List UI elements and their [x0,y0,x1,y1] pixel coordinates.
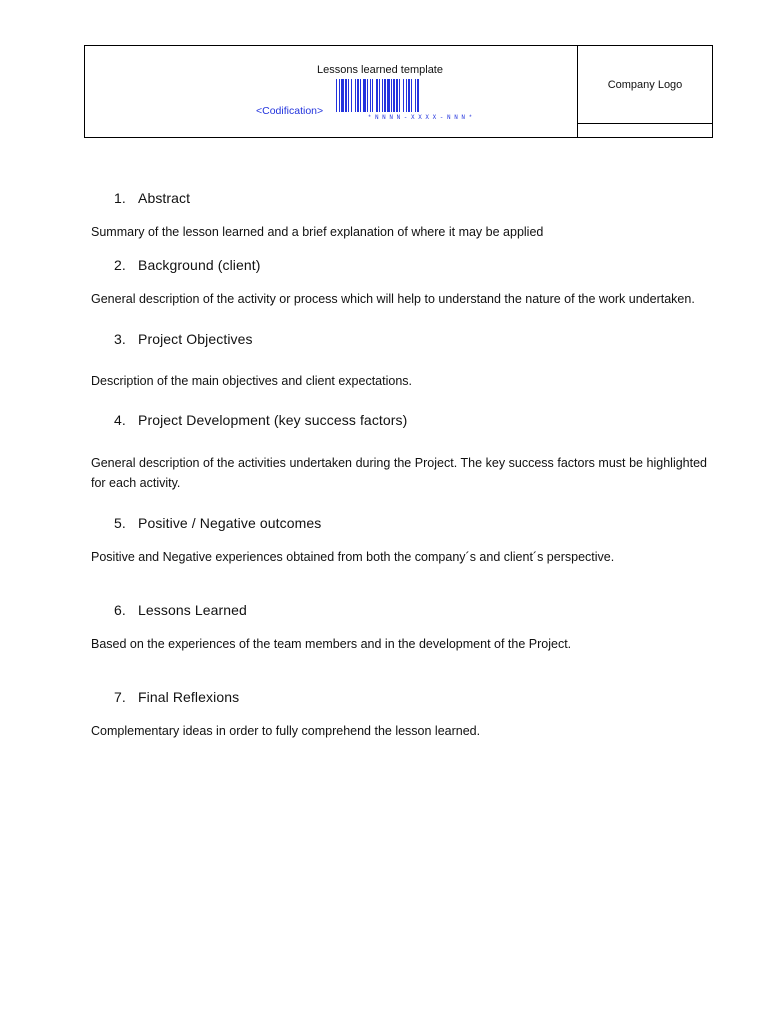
barcode-bar [376,79,378,112]
section-number: 4. [114,412,126,428]
barcode-bar [406,79,407,112]
company-logo-placeholder: Company Logo [607,78,683,91]
barcode-image [335,79,505,121]
barcode-bar [372,79,373,112]
barcode-bar [367,79,368,112]
section-title: Background (client) [138,257,261,273]
header-table [84,45,713,138]
section-title: Project Objectives [138,331,253,347]
section-heading-lessons [114,602,247,618]
barcode-bar [360,79,361,112]
barcode-bar [403,79,404,112]
section-title: Abstract [138,190,191,206]
barcode-bar [379,79,380,112]
section-title: Positive / Negative outcomes [138,515,322,531]
barcode-bar [351,79,352,112]
section-heading-abstract [114,190,190,206]
barcode-bar [391,79,392,112]
section-number: 3. [114,331,126,347]
section-body-objectives: Description of the main objectives and client expectations. [91,374,413,388]
barcode-text: * N N N N - X X X X - N N N * [367,114,473,121]
section-number: 1. [114,190,126,206]
barcode-bar [417,79,419,112]
section-heading-development [114,412,407,428]
barcode-bar [370,79,371,112]
section-body-abstract: Summary of the lesson learned and a brief explanation of where it may be applied [91,225,544,239]
section-heading-background [114,257,261,273]
barcode-bar [382,79,383,112]
barcode-bar [355,79,356,112]
section-number: 6. [114,602,126,618]
barcode-bar [341,79,344,112]
barcode-bar [336,79,337,112]
barcode-bar [345,79,347,112]
barcode-bar [387,79,390,112]
barcode-bar [384,79,386,112]
company-logo-cell [578,46,712,124]
section-body-outcomes: Positive and Negative experiences obtained from both the company´s and client´s perspective. [91,550,615,564]
barcode-bar [396,79,398,112]
section-body-background: General description of the activity or process which will help to understand the nature of the work undertaken. [91,292,695,306]
barcode-bar [399,79,400,112]
barcode-bar [393,79,395,112]
section-body-development: General description of the activities undertaken during the Project. The key success factors must be highlighted for each activity. [91,456,707,490]
document-title: Lessons learned template [317,64,443,76]
barcode-bar [408,79,410,112]
section-heading-reflexions [114,689,239,705]
codification-label: <Codification> [256,105,324,117]
barcode-bar [411,79,412,112]
section-title: Project Development (key success factors) [138,412,408,428]
section-body-reflexions: Complementary ideas in order to fully comprehend the lesson learned. [91,724,481,738]
barcode-bar [339,79,340,112]
barcode-bar [363,79,366,112]
section-number: 5. [114,515,126,531]
section-heading-objectives [114,331,253,347]
barcode-bar [357,79,359,112]
barcode-bar [348,79,349,112]
section-body-lessons: Based on the experiences of the team members and in the development of the Project. [91,637,572,651]
section-heading-outcomes [114,515,321,531]
section-number: 7. [114,689,126,705]
section-number: 2. [114,257,126,273]
section-title: Final Reflexions [138,689,240,705]
section-title: Lessons Learned [138,602,247,618]
barcode-bar [415,79,416,112]
header-title-cell [85,46,578,137]
